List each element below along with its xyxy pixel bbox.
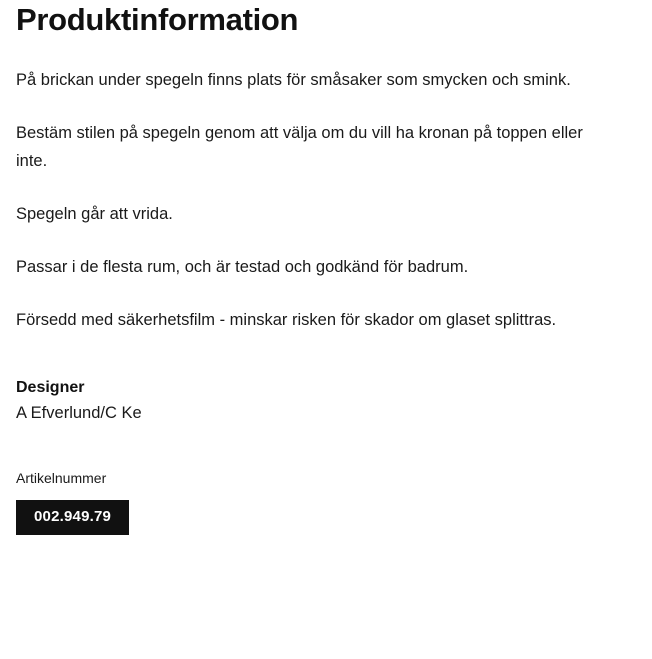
product-description-paragraph: Spegeln går att vrida. (16, 205, 173, 223)
product-description-paragraph: Försedd med säkerhetsfilm - minskar risken för skador om glaset splittras. (16, 311, 557, 329)
product-description-paragraph: Bestäm stilen på spegeln genom att välja om du vill ha kronan på toppen eller inte. (16, 124, 583, 170)
designer-name: A Efverlund/C Ke (16, 404, 142, 422)
article-number-label: Artikelnummer (16, 470, 107, 486)
page-title: Produktinformation (16, 2, 299, 37)
designer-block (16, 334, 636, 426)
product-description-paragraph: Passar i de flesta rum, och är testad och godkänd för badrum. (16, 258, 469, 276)
article-number-badge: 002.949.79 (16, 500, 129, 535)
product-description-paragraph: På brickan under spegeln finns plats för småsaker som smycken och smink. (16, 71, 571, 89)
designer-label: Designer (16, 379, 85, 396)
